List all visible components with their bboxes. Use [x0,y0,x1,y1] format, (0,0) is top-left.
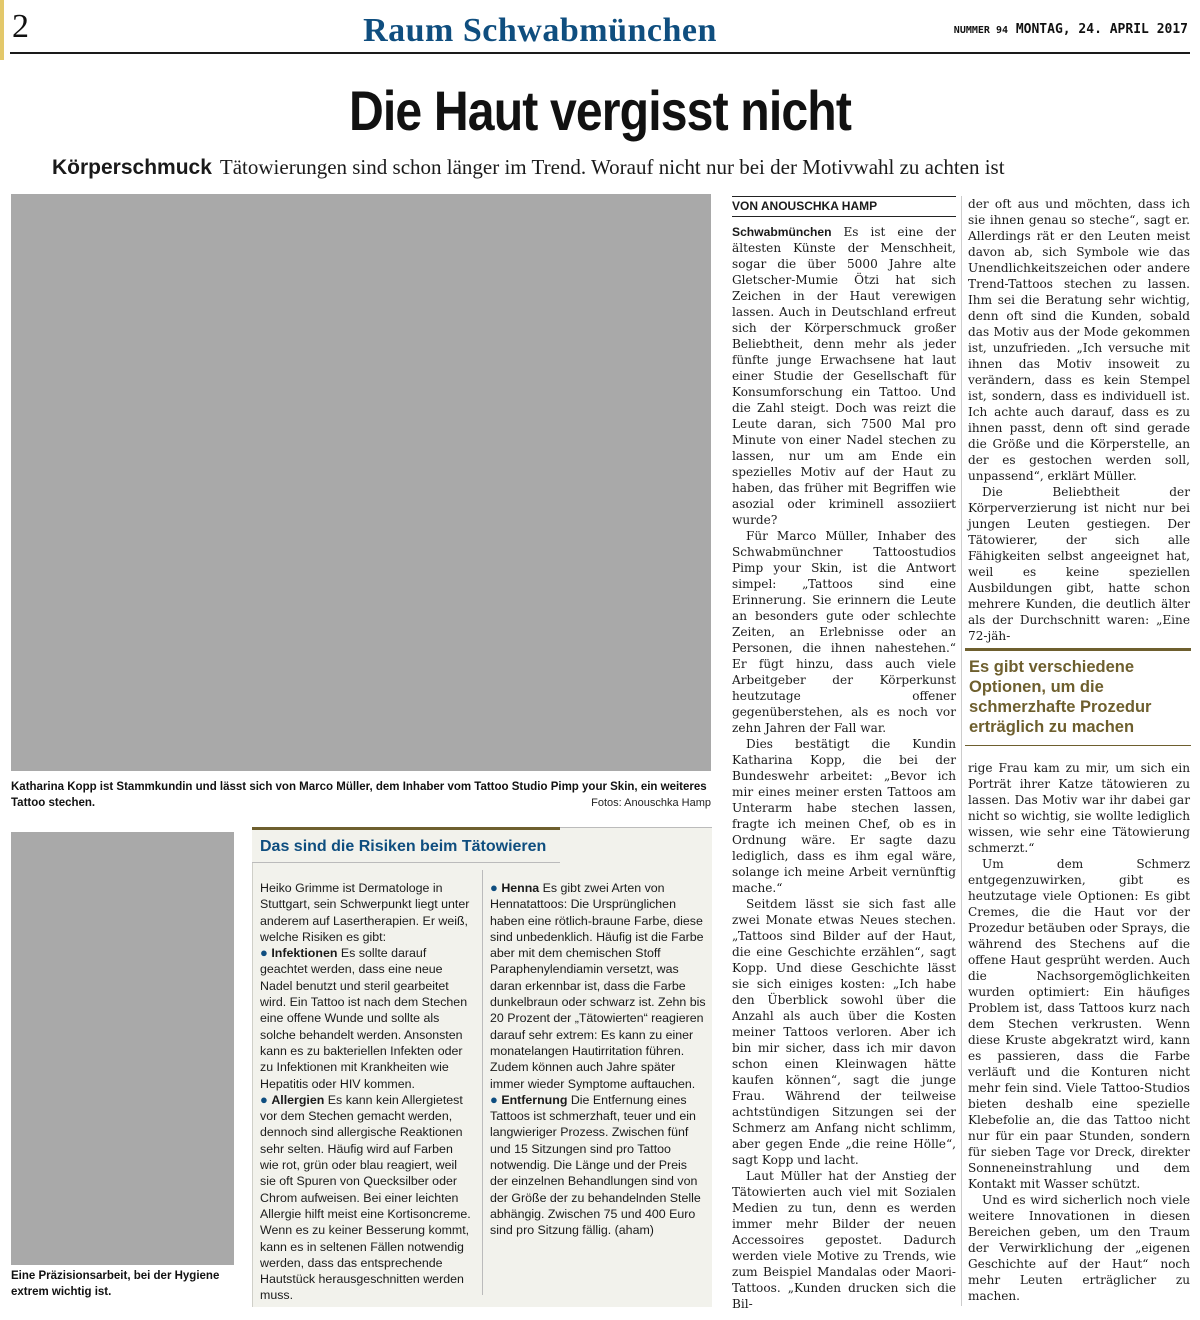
subheadline [52,155,1005,180]
info-box-divider [482,870,483,1295]
bullet-icon: ● [490,1091,498,1107]
dateline: Schwabmünchen [732,225,832,239]
second-photo-caption: Eine Präzisionsarbeit, bei der Hygiene extrem wichtig ist. [11,1270,220,1298]
info-item-infektionen [260,945,474,1092]
article-paragraph: Und es wird sicherlich noch viele weitere Innovationen in diesen Bereichen geben, um den Traum der Verwirklichung der „eigenen Geschichte auf der Haut“ noch mehr Leuten erträglicher zu machen. [968,1193,1190,1303]
article-paragraph: Um dem Schmerz entgegenzuwirken, gibt es heutzutage viele Optionen: Es gibt Cremes, die die Haut vor der Prozedur betäuben oder Sprays, die während des Stechens auf die offene Haut gesprüht werden. Auch die Nachsorgemöglichkeiten wurden optimiert: Ein häufiges Problem ist, dass Tattoos kurz nach dem Stechen verkrusten. Wenn diese Kruste abgekratzt wird, kann es passieren, dass die Farbe verläuft und die Konturen nicht mehr fein sind. Viele Tattoo-Studios bieten deshalb eine spezielle Klebefolie an, die das Tattoo nicht nur für ein paar Stunden, sondern für sieben Tage vor Dreck, direkter Sonneneinstrahlung und dem Kontakt mit Wasser schützt. [968,857,1190,1191]
info-term: Entfernung [501,1092,568,1107]
issue-date: MONTAG, 24. APRIL 2017 [1015,22,1188,37]
info-term: Allergien [271,1092,325,1107]
byline: VON ANOUSCHKA HAMP [732,196,956,217]
article-paragraph: Laut Müller hat der Anstieg der Tätowierten auch viel mit Sozialen Medien zu tun, denn es werden immer mehr Bilder der neuen Accessoires gepostet. Dadurch werden viele Motive zu Trends, wie zum Beispiel Mandalas oder Maori-Tattoos. „Kunden drucken sich die Bil- [732,1169,956,1311]
page-number: 2 [12,8,29,45]
info-text: Die Entfernung eines Tattoos ist schmerzhaft, teuer und ein langwieriger Prozess. Zwischen fünf und 15 Sitzungen sind pro Tattoo notwendig. Die Länge und der Preis der einzelnen Behandlungen sind von der Größe der zu behandelnden Stelle abhängig. Zwischen 75 und 400 Euro sind pro Sitzung fällig. (aham) [490,1092,701,1238]
article-paragraph: rige Frau kam zu mir, um sich ein Porträt ihrer Katze tätowieren zu lassen. Das Motiv war ihr dabei gar nicht so wichtig, sie wollte lediglich wissen, wie sehr eine Tätowierung schmerzt.“ [968,761,1190,855]
article-paragraph: Die Beliebtheit der Körperverzierung ist nicht nur bei jungen Leuten gestiegen. Der Tätowierer, der sich alle Fähigkeiten selbst angeeignet hat, weil es keine speziellen Ausbildungen gibt, hatte schon mehrere Kunden, die deutlich älter als der Durchschnitt waren: „Eine 72-jäh- [968,485,1190,643]
issue-info [954,22,1188,37]
info-box-column-2 [490,880,706,1239]
info-box-intro: Heiko Grimme ist Dermatologe in Stuttgart, sein Schwerpunkt liegt unter anderem auf Lasertherapien. Er weiß, welche Risiken es gibt: [260,881,470,944]
section-title: Raum Schwabmünchen [363,12,717,49]
info-item-henna [490,880,706,1092]
info-item-allergien [260,1092,474,1304]
subhead-kicker: Körperschmuck [52,156,212,179]
main-photo [11,194,711,771]
info-box-column-1 [260,880,474,1304]
info-term: Henna [501,881,540,895]
article-paragraph: Für Marco Müller, Inhaber des Schwabmünchner Tattoostudios Pimp your Skin, ist die Antwort simpel: „Tattoos sind eine Erinnerung. Sie erinnern die Leute an besonders gute oder schlechte Zeiten, an Erlebnisse oder an Personen, die ihnen nahestehen.“ Er fügt hinzu, dass auch viele Arbeitgeber der Körperkunst heutzutage offener gegenüberstehen, als es noch vor zehn Jahren der Fall war. [732,529,956,735]
info-text: Es gibt zwei Arten von Hennatattoos: Die Ursprünglichen haben eine rötlich-braune Farbe, diese sind unbedenklich. Häufig ist die Farbe aber mit dem chemischen Stoff Paraphenylendiamin versetzt, was daran erkennbar ist, dass die Farbe dunkelbraun oder schwarz ist. Zehn bis 20 Prozent der „Tätowierten“ reagieren darauf sehr extrem: Es kann zu einer monatelangen Hautirritation führen. Zudem können auch Jahre später immer wieder Symptome auftauchen. [490,881,706,1091]
photo-credit: Fotos: Anouschka Hamp [591,797,711,809]
article-paragraph: Dies bestätigt die Kundin Katharina Kopp, die bei der Bundeswehr arbeitet: „Bevor ich mir eines meiner ersten Tattoos am Unterarm habe stechen lassen, fragte ich meinen Chef, ob es in Ordnung wäre. Er sagte dazu lediglich, dass es ihm egal wäre, solange ich meine Arbeit vernünftig mache.“ [732,737,956,895]
info-text: Es sollte darauf geachtet werden, dass eine neue Nadel benutzt und steril gearbeitet wird. Ein Tattoo ist nach dem Stechen eine offene Wunde und sollte als solche behandelt werden. Ansonsten kann es zu bakteriellen Infekten oder zu Infektionen mit Krankheiten wie Hepatitis oder HIV kommen. [260,946,468,1091]
main-photo-caption: Katharina Kopp ist Stammkundin und lässt sich von Marco Müller, dem Inhaber vom Tattoo Studio Pimp your Skin, ein weiteres Tattoo stechen. [11,781,707,809]
subhead-text: Tätowierungen sind schon länger im Trend. Worauf nicht nur bei der Motivwahl zu achten ist [219,155,1005,179]
info-text: Es kann kein Allergietest vor dem Stechen gemacht werden, dennoch sind allergische Reaktionen sehr selten. Häufig wird auf Farben wie rot, grün oder blau reagiert, weil sie oft Spuren von Quecksilber oder Chrom aufweisen. Bei einer leichten Allergie hilft meist eine Kortisoncreme. Wenn es zu keiner Besserung kommt, kann es in seltenen Fällen notwendig werden, dass das entsprechende Hautstück herausgeschnitten werden muss. [260,1092,471,1303]
article-column-2-top [968,196,1190,644]
bullet-icon: ● [260,945,268,961]
article-paragraph [732,224,956,528]
second-photo [11,832,234,1265]
headline: Die Haut vergisst nicht [348,79,852,142]
article-paragraph: der oft aus und möchten, dass ich sie ihnen genau so steche“, sagt er. Allerdings rät er den Leuten meist davon ab, sich Symbole wie das Unendlichkeitszeichen oder andere Trend-Tattoos stechen zu lassen. Ihm sei die Beratung sehr wichtig, denn oft sind die Kunden, sobald das Motiv aus der Mode gekommen ist, unzufrieden. „Ich versuche mit ihnen das Motiv insoweit zu verändern, dass es kein Stempel ist, sondern, dass es individuell ist. Ich achte auch darauf, dass es zu ihnen passt, denn oft sind gerade die Größe und die Körperstelle, an der es gestochen werden soll, unpassend“, erklärt Müller. [968,197,1190,483]
info-item-entfernung [490,1092,706,1239]
article-column-1 [732,224,956,1312]
article-text: Es ist eine der ältesten Künste der Menschheit, sogar die über 5000 Jahre alte Gletscher-Mumie Ötzi hat sich Zeichen in der Haut verewigen lassen. Auch in Deutschland erfreut sich der Körperschmuck großer Beliebtheit, denn mehr als jeder fünfte junge Erwachsene hat laut einer Studie der Gesellschaft für Konsumforschung ein Tattoo. Und die Zahl steigt. Doch was reizt die Leute daran, sich 7500 Mal pro Minute von einer Nadel stechen zu lassen, nur um am Ende ein spezielles Motiv auf der Haut zu haben, das früher mit Begriffen wie asozial oder kriminell assoziiert wurde? [732,225,956,527]
article-column-2-bottom [968,760,1190,1304]
info-term: Infektionen [271,946,338,961]
issue-number: NUMMER 94 [953,25,1008,36]
info-box-title: Das sind die Risiken beim Tätowieren [252,827,560,863]
bullet-icon: ● [490,880,498,895]
column-divider [961,196,962,1306]
pull-quote: Es gibt verschiedene Optionen, um die schmerzhafte Prozedur erträglich zu machen [965,648,1191,746]
masthead-rule [10,52,1190,54]
bullet-icon: ● [260,1091,268,1107]
article-paragraph: Seitdem lässt sie sich fast alle zwei Monate etwas Neues stechen. „Tattoos sind Bilder auf der Haut, die eine Geschichte erzählen“, sagt Kopp. Und diese Geschichte lässt sie sich einiges kosten: „Ich habe den Überblick sowohl über die Anzahl als auch über die Kosten meiner Tattoos verloren. Aber ich bin mir sicher, dass ich mir davon schon einen Kleinwagen hätte kaufen können“, sagt die junge Frau. Während der teilweise achtstündigen Sitzungen sei der Schmerz am Anfang nicht schlimm, aber gegen Ende „die reine Hölle“, sagt Kopp und lacht. [732,897,956,1167]
